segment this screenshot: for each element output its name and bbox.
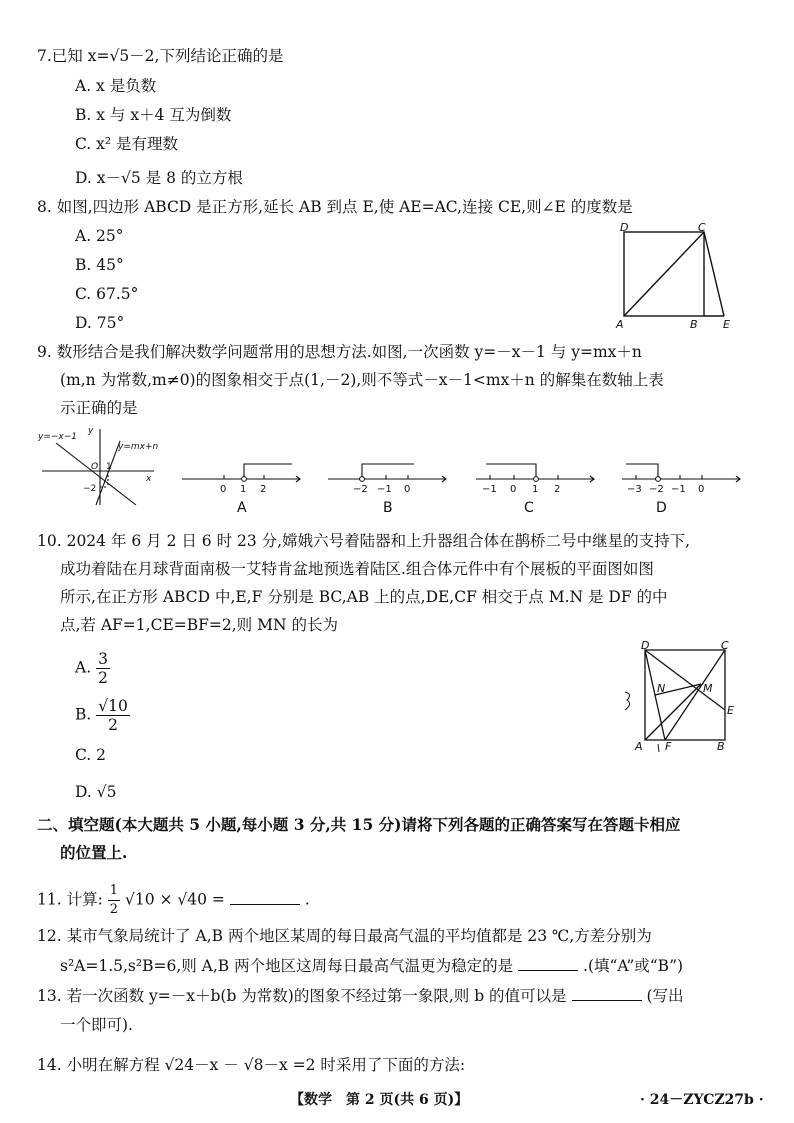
q9-graph-label-y: y (88, 426, 94, 436)
q9-b-tick-0: −2 (353, 484, 368, 495)
q10-option-b-label: B. (75, 705, 92, 724)
q8-option-c: C. 67.5° (75, 285, 139, 303)
q9-d-tick-0: −3 (627, 484, 642, 495)
q10-line4: 点,若 AF=1,CE=BF=2,则 MN 的长为 (60, 616, 338, 634)
q10-label-c: C (721, 639, 729, 652)
q9-d-tick-1: −2 (649, 484, 664, 495)
q10-option-a-num: 3 (98, 650, 108, 668)
q10-label-m: M (703, 682, 713, 695)
q9-line2: (m,n 为常数,m≠0)的图象相交于点(1,－2),则不等式－x－1<mx＋n 的解集在数轴上表 (60, 371, 664, 389)
footer-page-info: 【数学 第 2 页(共 6 页)】 (290, 1092, 469, 1108)
q9-b-tick-2: 0 (404, 484, 411, 495)
q7-option-d: D. x－√5 是 8 的立方根 (75, 169, 243, 187)
q12-line2-text: s²A=1.5,s²B=6,则 A,B 两个地区这周每日最高气温更为稳定的是 (60, 957, 514, 975)
q9-line1: 9. 数形结合是我们解决数学问题常用的思想方法.如图,一次函数 y=－x－1 与 y=mx＋n (37, 343, 642, 361)
q11-half-den: 2 (109, 902, 119, 917)
q9-numberline-a (182, 457, 307, 517)
q7-stem: 7.已知 x=√5－2,下列结论正确的是 (37, 47, 284, 65)
q9-c-choice: C (524, 500, 534, 516)
q13-line2: 一个即可). (60, 1016, 133, 1034)
q13-line1-end: (写出 (646, 987, 684, 1005)
q8-option-a: A. 25° (75, 227, 124, 245)
q7-option-c: C. x² 是有理数 (75, 135, 179, 153)
q10-label-d: D (641, 639, 650, 652)
q10-option-d: D. √5 (75, 783, 117, 801)
section2-heading-line2: 的位置上. (60, 843, 128, 862)
q9-numberline-c (476, 457, 601, 517)
q10-option-b (75, 697, 130, 734)
q9-numberline-b (328, 457, 453, 517)
q10-square-figure (615, 640, 750, 755)
q10-option-a-label: A. (75, 658, 92, 677)
q9-a-tick-1: 1 (240, 484, 247, 495)
section2-heading-line1: 二、填空题(本大题共 5 小题,每小题 3 分,共 15 分)请将下列各题的正确答案写在答题卡相应 (37, 815, 681, 834)
q10-option-a (75, 650, 110, 687)
q10-option-c: C. 2 (75, 746, 107, 764)
q9-a-tick-2: 2 (260, 484, 267, 495)
q12-line2-end: .(填“A”或“B”) (583, 957, 684, 975)
q8-label-b: B (690, 318, 698, 331)
q8-label-a: A (616, 318, 624, 331)
q11-end: . (304, 890, 310, 909)
q10-option-b-num: √10 (98, 697, 128, 715)
q11-answer-blank[interactable] (230, 890, 300, 905)
q10-label-n: N (657, 682, 666, 695)
q9-c-tick-0: −1 (482, 484, 497, 495)
q7-option-b: B. x 与 x＋4 互为倒数 (75, 106, 232, 124)
q9-c-tick-1: 0 (510, 484, 517, 495)
q9-d-choice: D (656, 500, 667, 516)
q9-graph-label-one: 1 (106, 462, 112, 472)
q11-expression: √10 × √40 = (124, 890, 225, 909)
q9-a-choice: A (237, 500, 247, 516)
q9-graph-label-line1: y=−x−1 (38, 432, 78, 442)
q9-d-tick-3: 0 (698, 484, 705, 495)
q8-square-figure (610, 222, 750, 332)
q12-line1: 12. 某市气象局统计了 A,B 两个地区某周的每日最高气温的平均值都是 23 ℃,方差分别为 (37, 927, 652, 945)
q8-label-c: C (698, 221, 706, 234)
q10-option-b-den: 2 (108, 716, 118, 734)
q8-label-d: D (620, 221, 629, 234)
q9-d-tick-2: −1 (671, 484, 686, 495)
q8-option-d: D. 75° (75, 314, 125, 332)
q8-label-e: E (723, 318, 730, 331)
q9-b-tick-1: −1 (377, 484, 392, 495)
q13-line1 (37, 986, 684, 1006)
q10-label-f: F (665, 740, 672, 753)
q14-line: 14. 小明在解方程 √24－x － √8－x =2 时采用了下面的方法: (37, 1056, 466, 1074)
q10-label-e: E (727, 704, 734, 717)
q7-option-a: A. x 是负数 (75, 77, 157, 95)
q8-stem: 8. 如图,四边形 ABCD 是正方形,延长 AB 到点 E,使 AE=AC,连接 CE,则∠E 的度数是 (37, 198, 633, 216)
q9-c-tick-3: 2 (554, 484, 561, 495)
q9-c-tick-2: 1 (532, 484, 539, 495)
q13-line1-text: 13. 若一次函数 y=－x＋b(b 为常数)的图象不经过第一象限,则 b 的值可以是 (37, 987, 567, 1005)
q13-answer-blank[interactable] (572, 986, 642, 1001)
q9-graph-label-x: x (146, 474, 152, 484)
q9-a-tick-0: 0 (220, 484, 227, 495)
q8-option-b: B. 45° (75, 256, 124, 274)
q11-line (37, 882, 310, 919)
q10-label-a: A (635, 740, 643, 753)
q9-graph-label-neg2: −2 (83, 484, 97, 494)
q10-line1: 10. 2024 年 6 月 2 日 6 时 23 分,嫦娥六号着陆器和上升器组合体在鹊桥二号中继星的支持下, (37, 532, 691, 550)
q10-label-b: B (717, 740, 725, 753)
q9-graph-label-line2: y=mx+n (118, 442, 159, 452)
q11-label: 11. 计算: (37, 890, 103, 909)
q12-answer-blank[interactable] (518, 956, 578, 971)
q10-line2: 成功着陆在月球背面南极一艾特肯盆地预选着陆区.组合体元件中有个展板的平面图如图 (60, 560, 654, 578)
q11-half-num: 1 (108, 882, 120, 901)
footer-code: · 24－ZYCZ27b · (640, 1092, 764, 1108)
q12-line2 (60, 956, 683, 976)
q10-option-a-den: 2 (98, 669, 108, 687)
q9-graph-label-origin: O (91, 462, 99, 472)
q9-function-graph (36, 425, 176, 510)
q9-line3: 示正确的是 (60, 399, 138, 417)
q9-numberline-d (622, 457, 747, 517)
q9-b-choice: B (383, 500, 393, 516)
q10-line3: 所示,在正方形 ABCD 中,E,F 分别是 BC,AB 上的点,DE,CF 相交于点 M.N 是 DF 的中 (60, 588, 668, 606)
